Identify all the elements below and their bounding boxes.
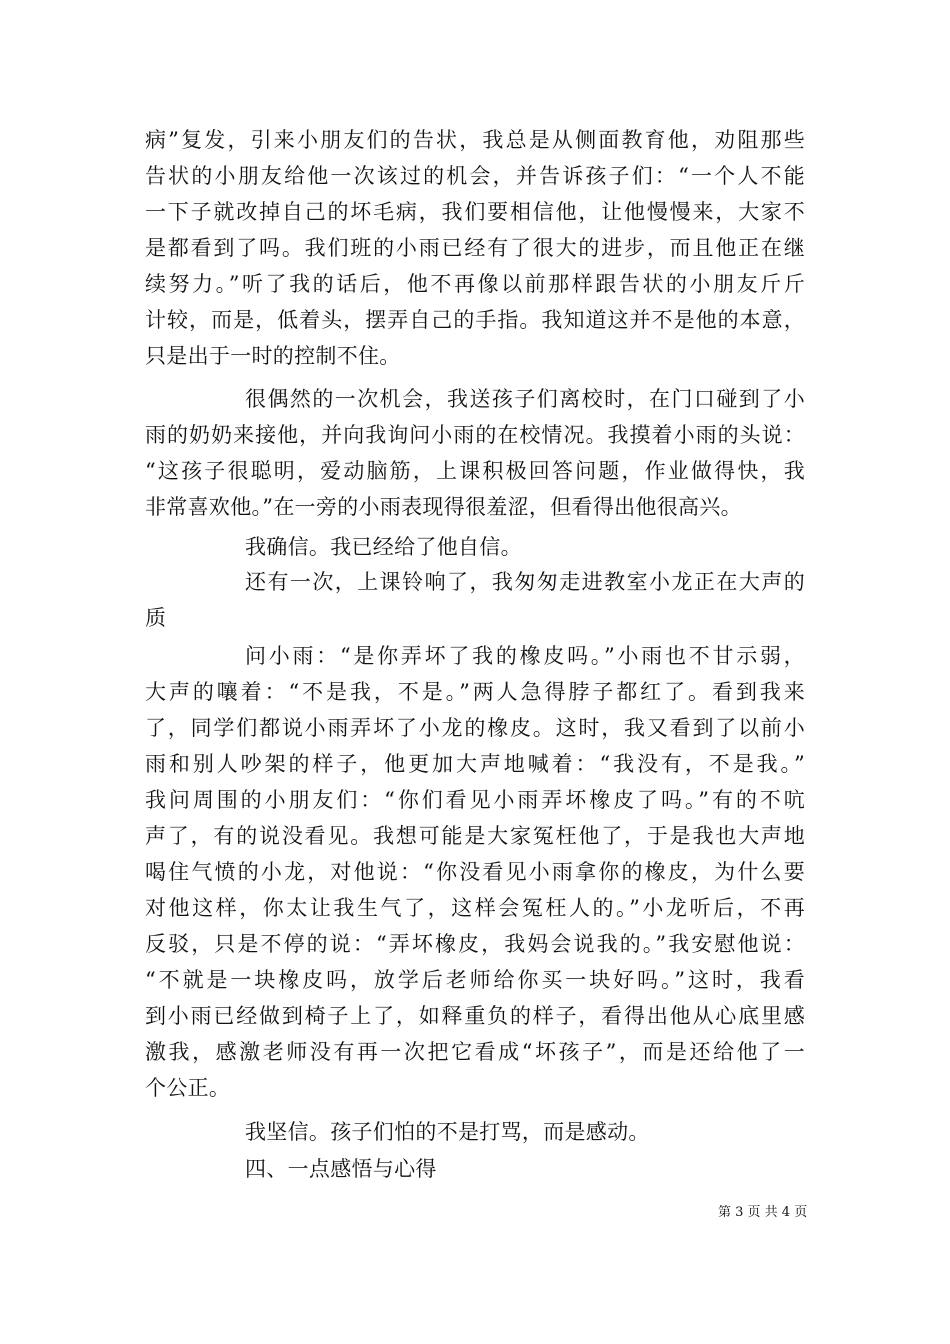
paragraph-line: 雨的奶奶来接他，并向我询问小雨的在校情况。我摸着小雨的头说：	[145, 423, 805, 447]
paragraph-line: 还有一次，上课铃响了，我匆匆走进教室小龙正在大声的	[245, 570, 805, 594]
paragraph-line: 质	[145, 606, 167, 630]
paragraph-line: “这孩子很聪明，爱动脑筋，上课积极回答问题，作业做得快，我	[145, 459, 805, 483]
paragraph-line: 一下子就改掉自己的坏毛病，我们要相信他，让他慢慢来，大家不	[145, 200, 805, 224]
paragraph-line: 非常喜欢他。”在一旁的小雨表现得很羞涩，但看得出他很高兴。	[145, 495, 742, 519]
paragraph-line: 到小雨已经做到椅子上了，如释重负的样子，看得出他从心底里感	[145, 1004, 805, 1028]
paragraph-line: 激我，感激老师没有再一次把它看成“坏孩子”，而是还给他了一	[145, 1040, 805, 1064]
paragraph-line: 喝住气愤的小龙，对他说：“你没看见小雨拿你的橡皮，为什么要	[145, 860, 805, 884]
paragraph-line: 反驳，只是不停的说：“弄坏橡皮，我妈会说我的。”我安慰他说：	[145, 932, 805, 956]
paragraph-line: “不就是一块橡皮吗，放学后老师给你买一块好吗。”这时，我看	[145, 968, 805, 992]
paragraph-line: 我确信。我已经给了他自信。	[245, 535, 522, 559]
paragraph-line: 对他这样，你太让我生气了，这样会冤枉人的。”小龙听后，不再	[145, 896, 805, 920]
paragraph-line: 病”复发，引来小朋友们的告状，我总是从侧面教育他，劝阻那些	[145, 128, 805, 152]
paragraph-line: 只是出于一时的控制不住。	[145, 344, 401, 368]
page-number: 第 3 页 共 4 页	[718, 1205, 808, 1220]
section-heading: 四、一点感悟与心得	[245, 1157, 437, 1181]
paragraph-line: 告状的小朋友给他一次该过的机会，并告诉孩子们：“一个人不能	[145, 164, 805, 188]
paragraph-line: 个公正。	[145, 1076, 231, 1100]
paragraph-line: 我问周围的小朋友们：“你们看见小雨弄坏橡皮了吗。”有的不吭	[145, 788, 805, 812]
paragraph-line: 大声的嚷着：“不是我，不是。”两人急得脖子都红了。看到我来	[145, 680, 805, 704]
paragraph-line: 声了，有的说没看见。我想可能是大家冤枉他了，于是我也大声地	[145, 824, 805, 848]
paragraph-line: 续努力。”听了我的话后，他不再像以前那样跟告状的小朋友斤斤	[145, 272, 805, 296]
paragraph-line: 是都看到了吗。我们班的小雨已经有了很大的进步，而且他正在继	[145, 236, 805, 260]
paragraph-line: 了，同学们都说小雨弄坏了小龙的橡皮。这时，我又看到了以前小	[145, 716, 805, 740]
paragraph-line: 计较，而是，低着头，摆弄自己的手指。我知道这并不是他的本意，	[145, 308, 805, 332]
paragraph-line: 问小雨：“是你弄坏了我的橡皮吗。”小雨也不甘示弱，	[245, 644, 805, 668]
paragraph-line: 很偶然的一次机会，我送孩子们离校时，在门口碰到了小	[245, 387, 805, 411]
paragraph-line: 雨和别人吵架的样子，他更加大声地喊着：“我没有，不是我。”	[145, 752, 805, 776]
paragraph-line: 我坚信。孩子们怕的不是打骂，而是感动。	[245, 1120, 650, 1144]
